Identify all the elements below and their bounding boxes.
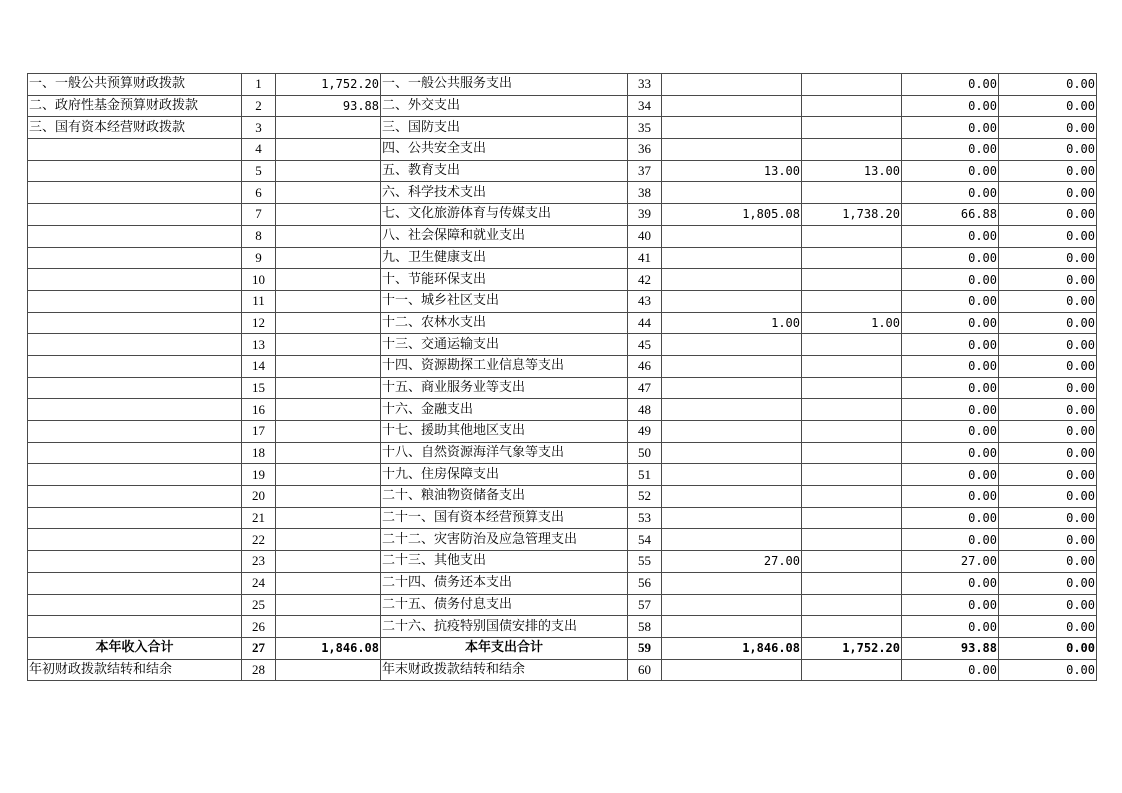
gov-fund-cell: 0.00 bbox=[902, 355, 999, 377]
state-capital-cell: 0.00 bbox=[999, 377, 1097, 399]
expense-line-cell: 55 bbox=[628, 551, 662, 573]
income-amount-cell bbox=[276, 355, 381, 377]
income-amount-cell bbox=[276, 464, 381, 486]
gov-fund-cell: 0.00 bbox=[902, 160, 999, 182]
income-line-cell: 9 bbox=[242, 247, 276, 269]
gov-fund-cell: 0.00 bbox=[902, 616, 999, 638]
income-amount-cell bbox=[276, 486, 381, 508]
expense-line-cell: 49 bbox=[628, 421, 662, 443]
income-line-cell: 20 bbox=[242, 486, 276, 508]
table-row bbox=[28, 442, 1097, 464]
expense-item-cell: 二十六、抗疫特别国债安排的支出 bbox=[381, 616, 628, 638]
table-row bbox=[28, 377, 1097, 399]
expense-item-cell: 六、科学技术支出 bbox=[381, 182, 628, 204]
state-capital-cell: 0.00 bbox=[999, 572, 1097, 594]
income-amount-cell bbox=[276, 529, 381, 551]
general-budget-cell bbox=[802, 507, 902, 529]
expense-line-cell: 48 bbox=[628, 399, 662, 421]
income-item-cell bbox=[28, 355, 242, 377]
expense-item-cell: 二十三、其他支出 bbox=[381, 551, 628, 573]
expense-line-cell: 44 bbox=[628, 312, 662, 334]
general-budget-cell: 1.00 bbox=[802, 312, 902, 334]
income-item-cell: 年初财政拨款结转和结余 bbox=[28, 659, 242, 681]
expense-total-cell bbox=[662, 421, 802, 443]
income-line-cell: 13 bbox=[242, 334, 276, 356]
income-amount-cell bbox=[276, 616, 381, 638]
carryover-row bbox=[28, 659, 1097, 681]
table-row bbox=[28, 225, 1097, 247]
income-item-cell bbox=[28, 139, 242, 161]
general-budget-cell bbox=[802, 247, 902, 269]
general-budget-cell bbox=[802, 529, 902, 551]
table-row bbox=[28, 74, 1097, 96]
table-row bbox=[28, 269, 1097, 291]
state-capital-cell: 0.00 bbox=[999, 95, 1097, 117]
expense-item-cell: 十一、城乡社区支出 bbox=[381, 290, 628, 312]
state-capital-cell: 0.00 bbox=[999, 637, 1097, 659]
gov-fund-cell: 0.00 bbox=[902, 594, 999, 616]
gov-fund-cell: 0.00 bbox=[902, 486, 999, 508]
expense-total-cell bbox=[662, 442, 802, 464]
expense-item-cell: 十九、住房保障支出 bbox=[381, 464, 628, 486]
expense-line-cell: 60 bbox=[628, 659, 662, 681]
expense-line-cell: 40 bbox=[628, 225, 662, 247]
gov-fund-cell: 0.00 bbox=[902, 247, 999, 269]
gov-fund-cell: 0.00 bbox=[902, 290, 999, 312]
table-row bbox=[28, 355, 1097, 377]
income-line-cell: 23 bbox=[242, 551, 276, 573]
general-budget-cell bbox=[802, 117, 902, 139]
general-budget-cell bbox=[802, 269, 902, 291]
expense-line-cell: 43 bbox=[628, 290, 662, 312]
expense-item-cell: 十八、自然资源海洋气象等支出 bbox=[381, 442, 628, 464]
income-item-cell bbox=[28, 551, 242, 573]
income-item-cell bbox=[28, 572, 242, 594]
gov-fund-cell: 0.00 bbox=[902, 334, 999, 356]
expense-item-cell: 二十一、国有资本经营预算支出 bbox=[381, 507, 628, 529]
income-line-cell: 16 bbox=[242, 399, 276, 421]
expense-line-cell: 54 bbox=[628, 529, 662, 551]
income-item-cell bbox=[28, 594, 242, 616]
state-capital-cell: 0.00 bbox=[999, 421, 1097, 443]
expense-item-cell: 十三、交通运输支出 bbox=[381, 334, 628, 356]
expense-item-cell: 二十四、债务还本支出 bbox=[381, 572, 628, 594]
expense-item-cell: 年末财政拨款结转和结余 bbox=[381, 659, 628, 681]
expense-item-cell: 四、公共安全支出 bbox=[381, 139, 628, 161]
expense-total-cell: 1,805.08 bbox=[662, 204, 802, 226]
income-line-cell: 17 bbox=[242, 421, 276, 443]
expense-item-cell: 八、社会保障和就业支出 bbox=[381, 225, 628, 247]
table-row bbox=[28, 399, 1097, 421]
expense-total-cell bbox=[662, 616, 802, 638]
income-line-cell: 6 bbox=[242, 182, 276, 204]
expense-line-cell: 46 bbox=[628, 355, 662, 377]
income-amount-cell bbox=[276, 269, 381, 291]
expense-total-cell: 1.00 bbox=[662, 312, 802, 334]
expense-line-cell: 37 bbox=[628, 160, 662, 182]
expense-line-cell: 45 bbox=[628, 334, 662, 356]
expense-item-cell: 十六、金融支出 bbox=[381, 399, 628, 421]
general-budget-cell bbox=[802, 551, 902, 573]
general-budget-cell bbox=[802, 442, 902, 464]
general-budget-cell bbox=[802, 334, 902, 356]
gov-fund-cell: 0.00 bbox=[902, 117, 999, 139]
table-row bbox=[28, 551, 1097, 573]
income-amount-cell bbox=[276, 334, 381, 356]
income-amount-cell bbox=[276, 290, 381, 312]
general-budget-cell bbox=[802, 182, 902, 204]
gov-fund-cell: 0.00 bbox=[902, 421, 999, 443]
income-line-cell: 7 bbox=[242, 204, 276, 226]
income-item-cell bbox=[28, 464, 242, 486]
expense-total-cell bbox=[662, 290, 802, 312]
income-amount-cell bbox=[276, 659, 381, 681]
income-item-cell bbox=[28, 421, 242, 443]
general-budget-cell bbox=[802, 659, 902, 681]
state-capital-cell: 0.00 bbox=[999, 139, 1097, 161]
expense-item-cell: 二十二、灾害防治及应急管理支出 bbox=[381, 529, 628, 551]
totals-row bbox=[28, 637, 1097, 659]
gov-fund-cell: 66.88 bbox=[902, 204, 999, 226]
income-item-cell bbox=[28, 269, 242, 291]
expense-total-cell: 1,846.08 bbox=[662, 637, 802, 659]
table-row bbox=[28, 334, 1097, 356]
income-line-cell: 22 bbox=[242, 529, 276, 551]
state-capital-cell: 0.00 bbox=[999, 616, 1097, 638]
income-line-cell: 8 bbox=[242, 225, 276, 247]
state-capital-cell: 0.00 bbox=[999, 486, 1097, 508]
income-line-cell: 11 bbox=[242, 290, 276, 312]
income-item-cell bbox=[28, 442, 242, 464]
table-row bbox=[28, 204, 1097, 226]
income-amount-cell: 93.88 bbox=[276, 95, 381, 117]
general-budget-cell bbox=[802, 572, 902, 594]
expense-item-cell: 二、外交支出 bbox=[381, 95, 628, 117]
expense-line-cell: 56 bbox=[628, 572, 662, 594]
gov-fund-cell: 0.00 bbox=[902, 269, 999, 291]
income-amount-cell bbox=[276, 225, 381, 247]
income-line-cell: 5 bbox=[242, 160, 276, 182]
table-row bbox=[28, 160, 1097, 182]
income-item-cell bbox=[28, 247, 242, 269]
state-capital-cell: 0.00 bbox=[999, 507, 1097, 529]
income-item-cell bbox=[28, 377, 242, 399]
income-amount-cell bbox=[276, 182, 381, 204]
expense-line-cell: 50 bbox=[628, 442, 662, 464]
income-line-cell: 25 bbox=[242, 594, 276, 616]
gov-fund-cell: 0.00 bbox=[902, 507, 999, 529]
state-capital-cell: 0.00 bbox=[999, 182, 1097, 204]
expense-line-cell: 39 bbox=[628, 204, 662, 226]
table-row bbox=[28, 464, 1097, 486]
income-item-cell bbox=[28, 204, 242, 226]
income-line-cell: 15 bbox=[242, 377, 276, 399]
state-capital-cell: 0.00 bbox=[999, 355, 1097, 377]
expense-total-cell bbox=[662, 594, 802, 616]
gov-fund-cell: 0.00 bbox=[902, 659, 999, 681]
expense-total-cell bbox=[662, 225, 802, 247]
expense-line-cell: 52 bbox=[628, 486, 662, 508]
gov-fund-cell: 0.00 bbox=[902, 572, 999, 594]
expense-item-cell: 一、一般公共服务支出 bbox=[381, 74, 628, 96]
state-capital-cell: 0.00 bbox=[999, 659, 1097, 681]
general-budget-cell bbox=[802, 377, 902, 399]
expense-line-cell: 47 bbox=[628, 377, 662, 399]
gov-fund-cell: 27.00 bbox=[902, 551, 999, 573]
table-row bbox=[28, 572, 1097, 594]
gov-fund-cell: 0.00 bbox=[902, 464, 999, 486]
table-row bbox=[28, 139, 1097, 161]
state-capital-cell: 0.00 bbox=[999, 399, 1097, 421]
expense-total-cell bbox=[662, 464, 802, 486]
general-budget-cell bbox=[802, 464, 902, 486]
income-amount-cell bbox=[276, 507, 381, 529]
state-capital-cell: 0.00 bbox=[999, 225, 1097, 247]
income-line-cell: 4 bbox=[242, 139, 276, 161]
expense-item-cell: 七、文化旅游体育与传媒支出 bbox=[381, 204, 628, 226]
fiscal-appropriation-table bbox=[27, 73, 1097, 681]
gov-fund-cell: 0.00 bbox=[902, 139, 999, 161]
income-line-cell: 26 bbox=[242, 616, 276, 638]
income-line-cell: 2 bbox=[242, 95, 276, 117]
gov-fund-cell: 93.88 bbox=[902, 637, 999, 659]
income-line-cell: 24 bbox=[242, 572, 276, 594]
income-item-cell bbox=[28, 312, 242, 334]
expense-item-cell: 十、节能环保支出 bbox=[381, 269, 628, 291]
table-row bbox=[28, 507, 1097, 529]
income-line-cell: 21 bbox=[242, 507, 276, 529]
expense-total-cell bbox=[662, 117, 802, 139]
table-row bbox=[28, 312, 1097, 334]
expense-line-cell: 59 bbox=[628, 637, 662, 659]
general-budget-cell: 1,738.20 bbox=[802, 204, 902, 226]
income-line-cell: 18 bbox=[242, 442, 276, 464]
general-budget-cell: 1,752.20 bbox=[802, 637, 902, 659]
income-item-cell: 二、政府性基金预算财政拨款 bbox=[28, 95, 242, 117]
expense-total-cell bbox=[662, 334, 802, 356]
income-item-cell bbox=[28, 486, 242, 508]
state-capital-cell: 0.00 bbox=[999, 204, 1097, 226]
table-row bbox=[28, 95, 1097, 117]
income-line-cell: 12 bbox=[242, 312, 276, 334]
gov-fund-cell: 0.00 bbox=[902, 529, 999, 551]
expense-item-cell: 九、卫生健康支出 bbox=[381, 247, 628, 269]
income-amount-cell bbox=[276, 572, 381, 594]
income-amount-cell bbox=[276, 204, 381, 226]
state-capital-cell: 0.00 bbox=[999, 594, 1097, 616]
income-item-cell bbox=[28, 529, 242, 551]
table-row bbox=[28, 421, 1097, 443]
income-item-cell bbox=[28, 182, 242, 204]
income-amount-cell bbox=[276, 421, 381, 443]
expense-line-cell: 38 bbox=[628, 182, 662, 204]
income-amount-cell bbox=[276, 377, 381, 399]
expense-item-cell: 十五、商业服务业等支出 bbox=[381, 377, 628, 399]
expense-item-cell: 三、国防支出 bbox=[381, 117, 628, 139]
income-item-cell: 一、一般公共预算财政拨款 bbox=[28, 74, 242, 96]
income-item-cell: 三、国有资本经营财政拨款 bbox=[28, 117, 242, 139]
expense-item-cell: 十四、资源勘探工业信息等支出 bbox=[381, 355, 628, 377]
expense-item-cell: 本年支出合计 bbox=[381, 637, 628, 659]
income-line-cell: 27 bbox=[242, 637, 276, 659]
expense-total-cell bbox=[662, 529, 802, 551]
income-line-cell: 3 bbox=[242, 117, 276, 139]
general-budget-cell bbox=[802, 74, 902, 96]
table-row bbox=[28, 486, 1097, 508]
income-item-cell bbox=[28, 399, 242, 421]
income-item-cell bbox=[28, 290, 242, 312]
gov-fund-cell: 0.00 bbox=[902, 312, 999, 334]
state-capital-cell: 0.00 bbox=[999, 551, 1097, 573]
expense-line-cell: 58 bbox=[628, 616, 662, 638]
expense-item-cell: 十二、农林水支出 bbox=[381, 312, 628, 334]
table-row bbox=[28, 594, 1097, 616]
state-capital-cell: 0.00 bbox=[999, 160, 1097, 182]
expense-total-cell bbox=[662, 355, 802, 377]
expense-line-cell: 34 bbox=[628, 95, 662, 117]
income-line-cell: 14 bbox=[242, 355, 276, 377]
general-budget-cell bbox=[802, 290, 902, 312]
expense-total-cell bbox=[662, 74, 802, 96]
income-item-cell bbox=[28, 225, 242, 247]
state-capital-cell: 0.00 bbox=[999, 334, 1097, 356]
table-row bbox=[28, 616, 1097, 638]
expense-line-cell: 35 bbox=[628, 117, 662, 139]
general-budget-cell bbox=[802, 486, 902, 508]
expense-item-cell: 二十、粮油物资储备支出 bbox=[381, 486, 628, 508]
expense-total-cell bbox=[662, 95, 802, 117]
expense-line-cell: 57 bbox=[628, 594, 662, 616]
general-budget-cell bbox=[802, 421, 902, 443]
general-budget-cell bbox=[802, 355, 902, 377]
general-budget-cell: 13.00 bbox=[802, 160, 902, 182]
expense-total-cell bbox=[662, 507, 802, 529]
gov-fund-cell: 0.00 bbox=[902, 225, 999, 247]
table-row bbox=[28, 247, 1097, 269]
gov-fund-cell: 0.00 bbox=[902, 95, 999, 117]
general-budget-cell bbox=[802, 139, 902, 161]
general-budget-cell bbox=[802, 594, 902, 616]
expense-line-cell: 42 bbox=[628, 269, 662, 291]
gov-fund-cell: 0.00 bbox=[902, 182, 999, 204]
income-amount-cell bbox=[276, 139, 381, 161]
general-budget-cell bbox=[802, 399, 902, 421]
expense-total-cell bbox=[662, 377, 802, 399]
expense-total-cell bbox=[662, 659, 802, 681]
expense-line-cell: 41 bbox=[628, 247, 662, 269]
expense-total-cell bbox=[662, 486, 802, 508]
state-capital-cell: 0.00 bbox=[999, 269, 1097, 291]
state-capital-cell: 0.00 bbox=[999, 247, 1097, 269]
income-item-cell bbox=[28, 616, 242, 638]
income-amount-cell bbox=[276, 442, 381, 464]
income-item-cell: 本年收入合计 bbox=[28, 637, 242, 659]
expense-total-cell bbox=[662, 269, 802, 291]
gov-fund-cell: 0.00 bbox=[902, 74, 999, 96]
expense-line-cell: 36 bbox=[628, 139, 662, 161]
expense-total-cell: 13.00 bbox=[662, 160, 802, 182]
income-amount-cell bbox=[276, 312, 381, 334]
income-line-cell: 19 bbox=[242, 464, 276, 486]
table-row bbox=[28, 529, 1097, 551]
state-capital-cell: 0.00 bbox=[999, 464, 1097, 486]
income-amount-cell bbox=[276, 160, 381, 182]
table-row bbox=[28, 117, 1097, 139]
expense-total-cell bbox=[662, 399, 802, 421]
expense-item-cell: 二十五、债务付息支出 bbox=[381, 594, 628, 616]
expense-item-cell: 十七、援助其他地区支出 bbox=[381, 421, 628, 443]
general-budget-cell bbox=[802, 95, 902, 117]
income-amount-cell bbox=[276, 117, 381, 139]
table-body bbox=[28, 74, 1097, 681]
gov-fund-cell: 0.00 bbox=[902, 399, 999, 421]
expense-line-cell: 53 bbox=[628, 507, 662, 529]
income-amount-cell: 1,846.08 bbox=[276, 637, 381, 659]
expense-line-cell: 33 bbox=[628, 74, 662, 96]
state-capital-cell: 0.00 bbox=[999, 117, 1097, 139]
expense-item-cell: 五、教育支出 bbox=[381, 160, 628, 182]
expense-total-cell bbox=[662, 247, 802, 269]
expense-total-cell bbox=[662, 572, 802, 594]
gov-fund-cell: 0.00 bbox=[902, 377, 999, 399]
income-amount-cell bbox=[276, 247, 381, 269]
income-amount-cell bbox=[276, 399, 381, 421]
table-row bbox=[28, 182, 1097, 204]
general-budget-cell bbox=[802, 616, 902, 638]
state-capital-cell: 0.00 bbox=[999, 290, 1097, 312]
expense-line-cell: 51 bbox=[628, 464, 662, 486]
expense-total-cell bbox=[662, 139, 802, 161]
income-amount-cell bbox=[276, 594, 381, 616]
income-amount-cell bbox=[276, 551, 381, 573]
income-line-cell: 10 bbox=[242, 269, 276, 291]
income-item-cell bbox=[28, 160, 242, 182]
state-capital-cell: 0.00 bbox=[999, 74, 1097, 96]
state-capital-cell: 0.00 bbox=[999, 312, 1097, 334]
income-item-cell bbox=[28, 507, 242, 529]
expense-total-cell bbox=[662, 182, 802, 204]
state-capital-cell: 0.00 bbox=[999, 529, 1097, 551]
income-line-cell: 1 bbox=[242, 74, 276, 96]
state-capital-cell: 0.00 bbox=[999, 442, 1097, 464]
income-item-cell bbox=[28, 334, 242, 356]
expense-total-cell: 27.00 bbox=[662, 551, 802, 573]
gov-fund-cell: 0.00 bbox=[902, 442, 999, 464]
income-line-cell: 28 bbox=[242, 659, 276, 681]
income-amount-cell: 1,752.20 bbox=[276, 74, 381, 96]
table-row bbox=[28, 290, 1097, 312]
general-budget-cell bbox=[802, 225, 902, 247]
